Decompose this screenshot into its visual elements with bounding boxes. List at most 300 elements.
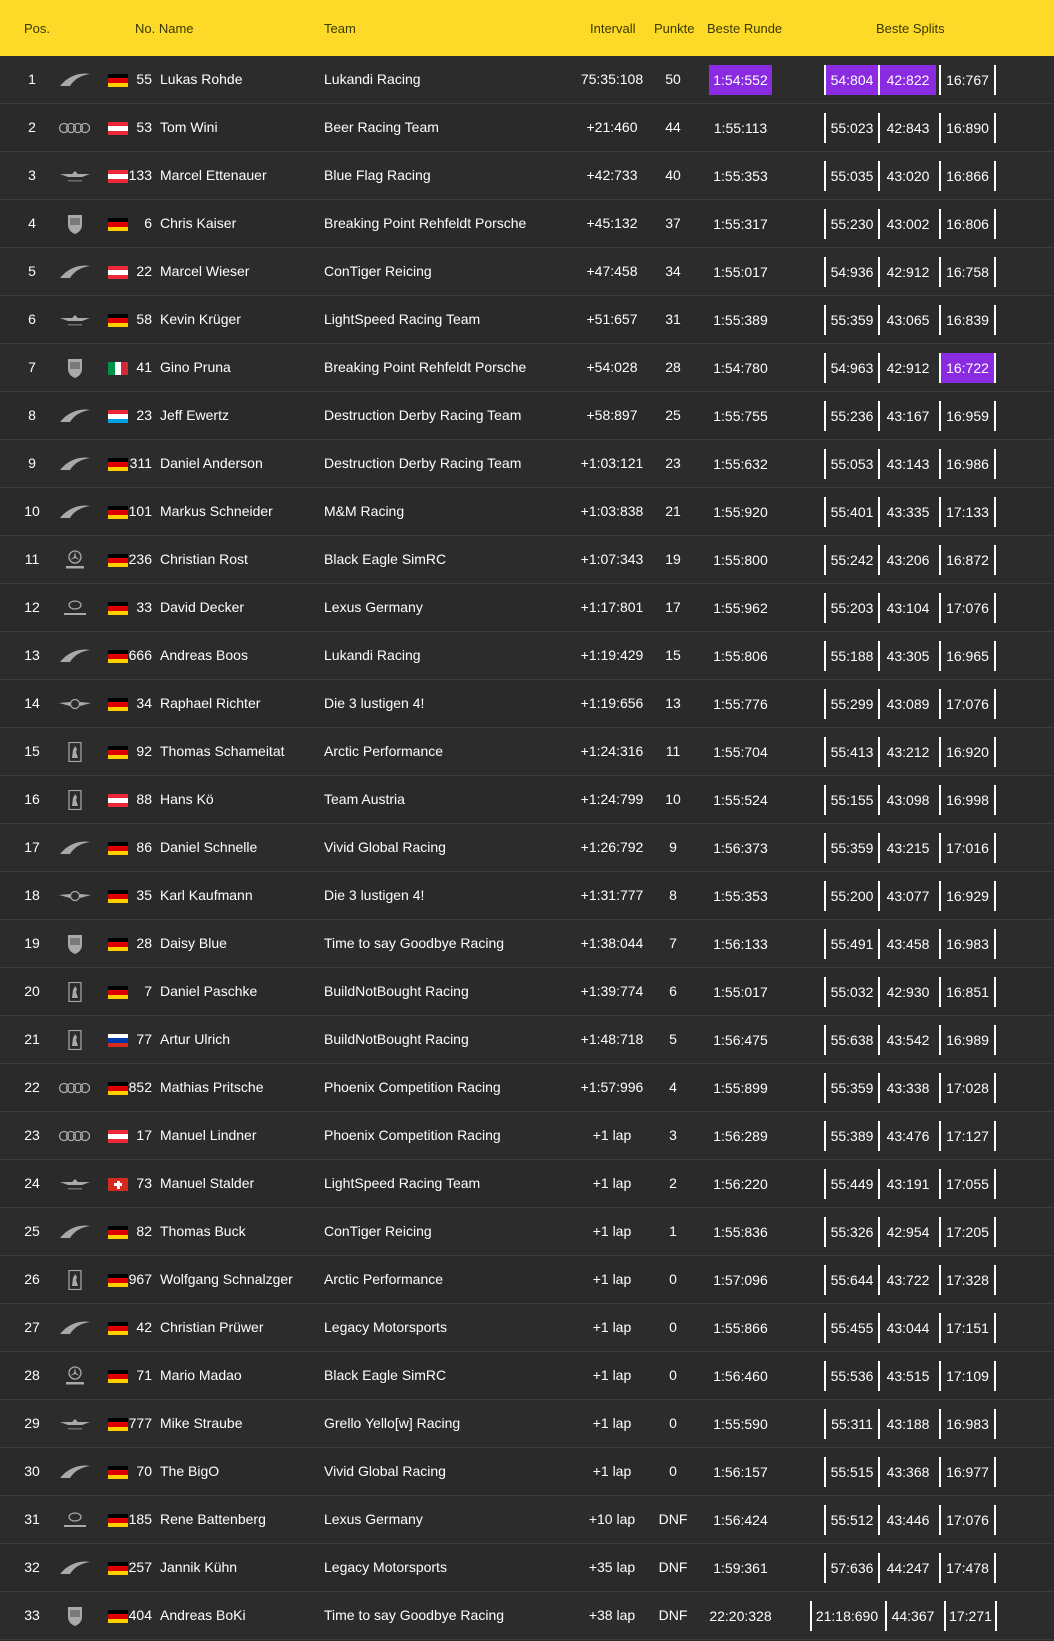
driver-name: Mario Madao	[160, 1367, 242, 1383]
best-split-1: 55:053	[824, 449, 878, 479]
flag-germany-icon	[108, 74, 128, 87]
table-row[interactable]	[0, 1016, 1054, 1064]
best-lap: 1:56:373	[713, 840, 768, 856]
best-split-1: 55:299	[824, 689, 878, 719]
points: DNF	[658, 1559, 688, 1575]
car-number: 101	[128, 503, 152, 519]
best-split-2: 43:458	[878, 929, 936, 959]
points: 7	[669, 935, 677, 951]
driver-name: Daniel Schnelle	[160, 839, 258, 855]
driver-name: Wolfgang Schnalzger	[160, 1271, 293, 1287]
driver-name: Christian Prüwer	[160, 1319, 264, 1335]
car-number: 35	[136, 887, 152, 903]
best-split-1: 55:188	[824, 641, 878, 671]
interval: +1:26:792	[580, 839, 644, 855]
table-row[interactable]	[0, 1208, 1054, 1256]
table-row[interactable]	[0, 104, 1054, 152]
best-split-1: 55:035	[824, 161, 878, 191]
table-row[interactable]	[0, 200, 1054, 248]
car-number: 71	[136, 1367, 152, 1383]
team-name: Breaking Point Rehfeldt Porsche	[324, 359, 527, 375]
table-row[interactable]	[0, 1592, 1054, 1640]
bentley-logo-icon	[58, 694, 92, 714]
position: 32	[24, 1559, 40, 1575]
table-row[interactable]	[0, 1064, 1054, 1112]
best-lap: 1:55:353	[713, 168, 768, 184]
flag-germany-icon	[108, 890, 128, 903]
position: 16	[24, 791, 40, 807]
header-team[interactable]: Team	[324, 21, 356, 36]
team-name: Black Eagle SimRC	[324, 1367, 447, 1383]
interval: 75:35:108	[580, 71, 644, 87]
position: 21	[24, 1031, 40, 1047]
interval: +1:19:429	[580, 647, 644, 663]
interval: +1:19:656	[580, 695, 644, 711]
driver-name: Christian Rost	[160, 551, 248, 567]
best-split-3: 17:328	[939, 1265, 996, 1295]
header-best-lap[interactable]: Beste Runde	[707, 21, 783, 36]
mclaren-logo-icon	[58, 406, 92, 426]
interval: +1 lap	[592, 1223, 632, 1239]
position: 14	[24, 695, 40, 711]
best-split-2: 43:722	[878, 1265, 936, 1295]
team-name: Lukandi Racing	[324, 647, 421, 663]
flag-austria-icon	[108, 794, 128, 807]
best-split-3: 16:929	[939, 881, 996, 911]
points: 15	[665, 647, 681, 663]
car-number: 967	[128, 1271, 152, 1287]
team-name: BuildNotBought Racing	[324, 983, 469, 999]
table-row[interactable]	[0, 344, 1054, 392]
interval: +1:17:801	[580, 599, 644, 615]
car-number: 88	[136, 791, 152, 807]
position: 4	[28, 215, 36, 231]
points: 21	[665, 503, 681, 519]
position: 31	[24, 1511, 40, 1527]
best-split-1: 55:200	[824, 881, 878, 911]
interval: +1:07:343	[580, 551, 644, 567]
best-split-2: 43:212	[878, 737, 936, 767]
flag-germany-icon	[108, 314, 128, 327]
best-lap: 1:55:776	[713, 696, 768, 712]
mclaren-logo-icon	[58, 1318, 92, 1338]
table-row[interactable]	[0, 680, 1054, 728]
mclaren-logo-icon	[58, 502, 92, 522]
car-number: 777	[128, 1415, 152, 1431]
flag-germany-icon	[108, 1610, 128, 1623]
interval: +51:657	[586, 311, 638, 327]
best-lap: 1:57:096	[713, 1272, 768, 1288]
points: 0	[669, 1367, 677, 1383]
table-row[interactable]	[0, 728, 1054, 776]
flag-germany-icon	[108, 938, 128, 951]
mclaren-logo-icon	[58, 838, 92, 858]
interval: +35 lap	[588, 1559, 636, 1575]
best-split-3: 16:998	[939, 785, 996, 815]
table-row[interactable]	[0, 1400, 1054, 1448]
table-row[interactable]	[0, 248, 1054, 296]
best-split-1: 54:936	[824, 257, 878, 287]
best-split-3: 16:851	[939, 977, 996, 1007]
best-split-1: 55:512	[824, 1505, 878, 1535]
mclaren-logo-icon	[58, 262, 92, 282]
mercedes-amg-logo-icon	[58, 1366, 92, 1386]
car-number: 86	[136, 839, 152, 855]
interval: +1 lap	[592, 1367, 632, 1383]
best-split-1: 55:644	[824, 1265, 878, 1295]
interval: +21:460	[586, 119, 638, 135]
points: 9	[669, 839, 677, 855]
driver-name: Raphael Richter	[160, 695, 261, 711]
team-name: ConTiger Reicing	[324, 263, 432, 279]
table-row[interactable]	[0, 584, 1054, 632]
position: 33	[24, 1607, 40, 1623]
best-split-2: 43:542	[878, 1025, 936, 1055]
car-number: 77	[136, 1031, 152, 1047]
team-name: Black Eagle SimRC	[324, 551, 447, 567]
interval: +1:48:718	[580, 1031, 644, 1047]
team-name: Time to say Goodbye Racing	[324, 935, 505, 951]
table-row[interactable]	[0, 920, 1054, 968]
driver-name: Marcel Ettenauer	[160, 167, 267, 183]
best-split-2: 43:188	[878, 1409, 936, 1439]
interval: +1 lap	[592, 1175, 632, 1191]
flag-germany-icon	[108, 698, 128, 711]
points: 6	[669, 983, 677, 999]
team-name: Arctic Performance	[324, 1271, 444, 1287]
best-split-2: 44:247	[878, 1553, 936, 1583]
best-split-2: 42:912	[878, 353, 936, 383]
car-number: 185	[128, 1511, 152, 1527]
car-number: 311	[129, 455, 152, 471]
interval: +54:028	[586, 359, 638, 375]
driver-name: Rene Battenberg	[160, 1511, 266, 1527]
driver-name: Chris Kaiser	[160, 215, 237, 231]
flag-austria-icon	[108, 266, 128, 279]
position: 15	[24, 743, 40, 759]
best-split-2: 42:912	[878, 257, 936, 287]
best-lap: 1:55:866	[713, 1320, 768, 1336]
best-lap: 1:55:389	[713, 312, 768, 328]
table-row[interactable]	[0, 536, 1054, 584]
header-interval[interactable]: Intervall	[590, 21, 636, 36]
best-lap: 1:55:524	[713, 792, 768, 808]
header-points[interactable]: Punkte	[654, 21, 695, 36]
flag-germany-icon	[108, 1082, 128, 1095]
best-split-3: 17:127	[939, 1121, 996, 1151]
points: 11	[665, 743, 681, 759]
position: 17	[24, 839, 40, 855]
best-split-3: 17:076	[939, 593, 996, 623]
driver-name: Hans Kö	[160, 791, 214, 807]
driver-name: Mathias Pritsche	[160, 1079, 264, 1095]
table-row[interactable]	[0, 776, 1054, 824]
position: 22	[24, 1079, 40, 1095]
interval: +1:03:121	[580, 455, 644, 471]
best-split-2: 43:446	[878, 1505, 936, 1535]
team-name: Legacy Motorsports	[324, 1319, 447, 1335]
best-split-2: 43:335	[878, 497, 936, 527]
points: 13	[665, 695, 681, 711]
car-number: 6	[144, 215, 152, 231]
team-name: Lexus Germany	[324, 1511, 423, 1527]
interval: +1:31:777	[580, 887, 644, 903]
interval: +1 lap	[592, 1463, 632, 1479]
position: 23	[24, 1127, 40, 1143]
best-lap: 1:55:353	[713, 888, 768, 904]
table-row[interactable]	[0, 56, 1054, 104]
car-number: 23	[136, 407, 152, 423]
porsche-logo-icon	[58, 934, 92, 954]
table-row[interactable]	[0, 872, 1054, 920]
team-name: Lukandi Racing	[324, 71, 421, 87]
best-split-3: 16:989	[939, 1025, 996, 1055]
flag-russia-icon	[108, 1034, 128, 1047]
points: 31	[665, 311, 681, 327]
best-split-1: 55:242	[824, 545, 878, 575]
position: 19	[24, 935, 40, 951]
mclaren-logo-icon	[58, 1462, 92, 1482]
flag-germany-icon	[108, 1322, 128, 1335]
best-split-2: 43:104	[878, 593, 936, 623]
header-no-name[interactable]: No. Name	[135, 21, 194, 36]
best-split-1: 55:515	[824, 1457, 878, 1487]
driver-name: Kevin Krüger	[160, 311, 241, 327]
position: 9	[28, 455, 36, 471]
best-lap: 1:55:899	[713, 1080, 768, 1096]
best-split-3: 17:271	[944, 1601, 997, 1631]
car-number: 42	[136, 1319, 152, 1335]
position: 12	[24, 599, 40, 615]
best-split-3: 17:016	[939, 833, 996, 863]
points: 8	[669, 887, 677, 903]
position: 27	[24, 1319, 40, 1335]
team-name: Destruction Derby Racing Team	[324, 407, 522, 423]
car-number: 22	[136, 263, 152, 279]
team-name: Blue Flag Racing	[324, 167, 431, 183]
best-split-3: 17:151	[939, 1313, 996, 1343]
best-split-2: 43:206	[878, 545, 936, 575]
team-name: Vivid Global Racing	[324, 839, 446, 855]
team-name: Vivid Global Racing	[324, 1463, 446, 1479]
position: 28	[24, 1367, 40, 1383]
best-split-2: 43:191	[878, 1169, 936, 1199]
driver-name: Daniel Anderson	[160, 455, 263, 471]
best-split-3: 16:890	[939, 113, 996, 143]
car-number: 58	[136, 311, 152, 327]
driver-name: Lukas Rohde	[160, 71, 243, 87]
best-lap: 1:55:590	[713, 1416, 768, 1432]
position: 13	[24, 647, 40, 663]
points: 0	[669, 1463, 677, 1479]
driver-name: Markus Schneider	[160, 503, 273, 519]
driver-name: Artur Ulrich	[160, 1031, 231, 1047]
best-split-3: 16:872	[939, 545, 996, 575]
best-split-3: 17:028	[939, 1073, 996, 1103]
position: 8	[28, 407, 36, 423]
best-split-1: 55:311	[824, 1409, 878, 1439]
best-split-1: 55:536	[824, 1361, 878, 1391]
best-lap: 1:56:157	[713, 1464, 768, 1480]
team-name: Breaking Point Rehfeldt Porsche	[324, 215, 527, 231]
best-split-2: 43:065	[878, 305, 936, 335]
points: 40	[665, 167, 681, 183]
best-split-3: 16:977	[939, 1457, 996, 1487]
best-lap: 1:55:017	[713, 264, 768, 280]
best-split-3: 16:920	[939, 737, 996, 767]
car-number: 666	[128, 647, 152, 663]
best-split-1: 55:032	[824, 977, 878, 1007]
points: 5	[669, 1031, 677, 1047]
best-split-1: 55:203	[824, 593, 878, 623]
position: 2	[28, 119, 36, 135]
mclaren-logo-icon	[58, 1222, 92, 1242]
points: 37	[665, 215, 681, 231]
best-lap: 1:55:962	[713, 600, 768, 616]
car-number: 133	[128, 167, 152, 183]
table-row[interactable]	[0, 296, 1054, 344]
points: 25	[665, 407, 681, 423]
table-row[interactable]	[0, 1448, 1054, 1496]
car-number: 7	[144, 983, 152, 999]
best-split-1: 55:413	[824, 737, 878, 767]
interval: +1:24:799	[580, 791, 644, 807]
best-split-3: 16:983	[939, 929, 996, 959]
team-name: LightSpeed Racing Team	[324, 1175, 481, 1191]
best-lap: 1:56:424	[713, 1512, 768, 1528]
driver-name: Marcel Wieser	[160, 263, 250, 279]
porsche-logo-icon	[58, 214, 92, 234]
best-lap: 1:55:317	[713, 216, 768, 232]
position: 1	[28, 71, 36, 87]
table-row[interactable]	[0, 440, 1054, 488]
best-split-2: 43:077	[878, 881, 936, 911]
flag-luxembourg-icon	[108, 410, 128, 423]
interval: +42:733	[586, 167, 638, 183]
driver-name: Karl Kaufmann	[160, 887, 253, 903]
driver-name: Tom Wini	[160, 119, 218, 135]
team-name: Grello Yello[w] Racing	[324, 1415, 461, 1431]
flag-germany-icon	[108, 1562, 128, 1575]
car-number: 404	[128, 1607, 152, 1623]
best-split-1: 55:359	[824, 1073, 878, 1103]
best-split-3: 16:722	[939, 353, 996, 383]
best-split-3: 16:986	[939, 449, 996, 479]
driver-name: Mike Straube	[160, 1415, 243, 1431]
best-split-1: 55:236	[824, 401, 878, 431]
flag-germany-icon	[108, 1466, 128, 1479]
best-split-2: 43:143	[878, 449, 936, 479]
team-name: Time to say Goodbye Racing	[324, 1607, 505, 1623]
table-row[interactable]	[0, 1160, 1054, 1208]
table-header	[0, 0, 1054, 56]
flag-austria-icon	[108, 170, 128, 183]
position: 5	[28, 263, 36, 279]
points: 1	[669, 1223, 677, 1239]
car-number: 852	[128, 1079, 152, 1095]
aston-martin-logo-icon	[58, 1414, 92, 1434]
team-name: Team Austria	[324, 791, 405, 807]
points: 44	[665, 119, 681, 135]
table-row[interactable]	[0, 1304, 1054, 1352]
flag-switzerland-icon	[108, 1178, 128, 1191]
table-row[interactable]	[0, 824, 1054, 872]
header-best-splits[interactable]: Beste Splits	[876, 21, 945, 36]
points: DNF	[658, 1511, 688, 1527]
mclaren-logo-icon	[58, 646, 92, 666]
header-pos[interactable]: Pos.	[24, 21, 51, 36]
table-row[interactable]	[0, 1352, 1054, 1400]
points: 17	[665, 599, 681, 615]
best-lap: 1:59:361	[713, 1560, 768, 1576]
best-split-2: 43:002	[878, 209, 936, 239]
table-row[interactable]	[0, 632, 1054, 680]
driver-name: Manuel Lindner	[160, 1127, 257, 1143]
table-row[interactable]	[0, 1496, 1054, 1544]
bentley-logo-icon	[58, 886, 92, 906]
table-row[interactable]	[0, 488, 1054, 536]
flag-germany-icon	[108, 1514, 128, 1527]
table-row[interactable]	[0, 1256, 1054, 1304]
driver-name: Andreas BoKi	[160, 1607, 246, 1623]
ferrari-logo-icon	[58, 1270, 92, 1290]
best-lap: 1:54:552	[709, 65, 772, 95]
best-split-3: 17:133	[939, 497, 996, 527]
driver-name: The BigO	[160, 1463, 220, 1479]
flag-germany-icon	[108, 650, 128, 663]
driver-name: Thomas Schameitat	[160, 743, 285, 759]
mercedes-amg-logo-icon	[58, 550, 92, 570]
best-split-3: 17:478	[939, 1553, 996, 1583]
best-split-2: 44:367	[885, 1601, 939, 1631]
car-number: 82	[136, 1223, 152, 1239]
table-row[interactable]	[0, 152, 1054, 200]
interval: +47:458	[586, 263, 638, 279]
table-row[interactable]	[0, 968, 1054, 1016]
best-split-2: 43:215	[878, 833, 936, 863]
team-name: Beer Racing Team	[324, 119, 439, 135]
best-lap: 1:56:460	[713, 1368, 768, 1384]
best-split-3: 16:866	[939, 161, 996, 191]
best-split-2: 43:020	[878, 161, 936, 191]
driver-name: Manuel Stalder	[160, 1175, 255, 1191]
best-lap: 1:55:836	[713, 1224, 768, 1240]
points: 2	[669, 1175, 677, 1191]
mclaren-logo-icon	[58, 454, 92, 474]
interval: +1:03:838	[580, 503, 644, 519]
interval: +1:24:316	[580, 743, 644, 759]
best-split-1: 57:636	[824, 1553, 878, 1583]
best-lap: 22:20:328	[709, 1608, 772, 1624]
best-lap: 1:55:704	[713, 744, 768, 760]
position: 26	[24, 1271, 40, 1287]
team-name: M&M Racing	[324, 503, 405, 519]
table-row[interactable]	[0, 1544, 1054, 1592]
points: 23	[665, 455, 681, 471]
best-split-2: 43:089	[878, 689, 936, 719]
points: 19	[665, 551, 681, 567]
best-split-2: 43:476	[878, 1121, 936, 1151]
table-row[interactable]	[0, 392, 1054, 440]
team-name: Lexus Germany	[324, 599, 423, 615]
flag-germany-icon	[108, 1370, 128, 1383]
best-split-1: 55:155	[824, 785, 878, 815]
best-split-2: 42:954	[878, 1217, 936, 1247]
table-row[interactable]	[0, 1112, 1054, 1160]
best-split-1: 54:963	[824, 353, 878, 383]
points: 10	[665, 791, 681, 807]
team-name: Arctic Performance	[324, 743, 444, 759]
